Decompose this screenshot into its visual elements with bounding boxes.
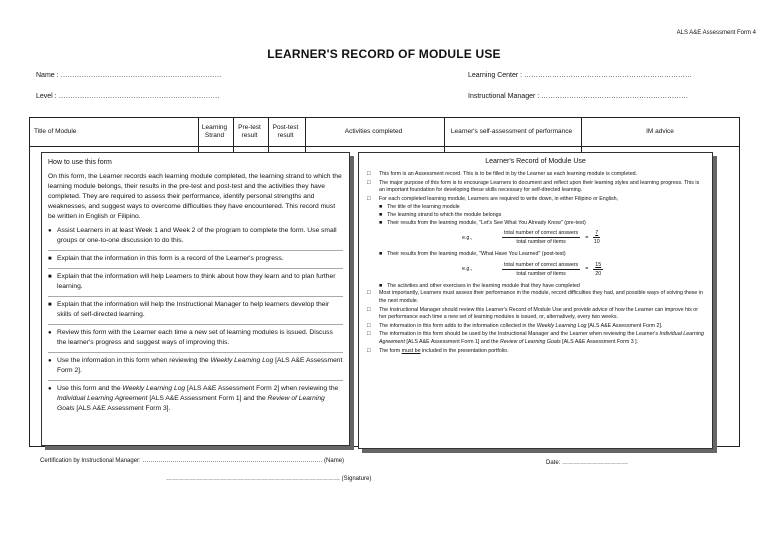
- learning-center-field[interactable]: [468, 72, 692, 79]
- list-item: ■ Explain that the information will help the Instructional Manager to help learners develop their skills of self-directed learning.: [48, 301, 330, 318]
- header-activities: Activities completed: [344, 128, 403, 135]
- instructional-manager-label: Instructional Manager :: [468, 93, 540, 100]
- level-field[interactable]: [36, 93, 220, 100]
- certification-line[interactable]: Certification by Instructional Manager: ……………………………………………………………………………… (Name): [40, 458, 345, 464]
- list-item: □ The form must be included in the presentation portfolio.: [367, 347, 509, 354]
- header-title-of-module: Title of Module: [34, 128, 77, 135]
- level-label: Level :: [36, 93, 57, 100]
- form-number: ALS A&E Assessment Form 4: [676, 30, 756, 36]
- list-item: □ For each completed learning module, Learners are required to write down, in either Filipino or English,: [367, 195, 619, 202]
- signature-line[interactable]: …………………………………………………………………………… (Signature): [166, 476, 372, 482]
- list-item: ■ Explain that the information will help Learners to think about how they learn and to plan further learning.: [48, 273, 336, 290]
- date-line[interactable]: Date: ……………………………: [546, 460, 629, 466]
- record-info-panel: [358, 152, 713, 449]
- header-learning-strand: Learning Strand: [201, 124, 228, 139]
- list-item: □ The information in this form should be used by the Instructional Manager and the Learner when reviewing the Learner's Individual Learning Agreement [ALS A&E Assessment Form 1] and the Review of Learning Goals [ALS A&E Assessment Form 3 ].: [367, 331, 704, 345]
- list-item: □ This form is an Assessment record. This is to be filled in by the Learner as each learning module is completed.: [367, 171, 638, 177]
- learning-center-label: Learning Center :: [468, 72, 523, 79]
- list-item: ■ Explain that the information in this form is a record of the Learner's progress.: [48, 255, 284, 262]
- how-to-intro: On this form, the Learner records each learning module completed, the learning strand to which the learning module belongs, their results in the pre-test and post-test and the activities they have completed. They are required to assess their performance, identify personal strengths and weaknesses, and suggest ways to overcome difficulties they have encountered. This record must be written in English or Filipino.: [48, 173, 342, 220]
- list-item: □ Most importantly, Learners must assess their performance in the module, record difficulties they had, and possible ways of solving these in the next module.: [367, 290, 703, 304]
- list-item: □ The Instructional Manager should review this Learner's Record of Module Use and provide advice of how the Learner can improve his or her performance each time a new set of learning modules is issued, or, alternatively, every two weeks.: [367, 306, 698, 321]
- instructional-manager-line: ………………………………………………………: [541, 93, 689, 100]
- header-self-assessment: Learner's self-assessment of performance: [450, 128, 573, 135]
- record-heading: Learner's Record of Module Use: [485, 158, 586, 165]
- list-item: □ The major purpose of this form is to encourage Learners to document and reflect upon their learning styles and learning progress. This is an important foundation for developing these skills necessary for self-directed learning.: [367, 179, 700, 194]
- sub-item: ■ Their results from the learning module, "Let's See What You Already Know" (pre-test): [379, 219, 586, 226]
- header-post-test: Post-test result: [272, 124, 299, 139]
- example-fraction-pretest: e.g., total number of correct answers total number of items = $\frac{7}{10}$: [462, 230, 600, 246]
- level-line: ……………………………………………………………: [58, 93, 220, 100]
- name-label: Name :: [36, 72, 59, 79]
- sub-item: ■ The title of the learning module: [379, 204, 460, 211]
- learning-center-line: ………………………………………………………………: [524, 72, 693, 79]
- sub-item: ■ The learning strand to which the module belongs: [379, 211, 502, 218]
- sub-item: ■ Their results from the learning module, "What Have You Learned" (post-test): [379, 251, 566, 258]
- sub-item: ■ The activities and other exercises in the learning module that they have completed: [379, 282, 580, 289]
- instructional-manager-field[interactable]: [468, 93, 688, 100]
- how-to-heading: How to use this form: [48, 159, 112, 166]
- list-item: ● Review this form with the Learner each time a new set of learning modules is issued. Discuss the learner's progress and suggest ways of improving this.: [48, 329, 333, 346]
- name-field[interactable]: [36, 72, 222, 79]
- list-item: ● Use this form and the Weekly Learning Log [ALS A&E Assessment Form 2] when reviewing the Individual Learning Agreement [ALS A&E Assessment Form 1] and the Review of Learning Goals [ALS A&E Assessment Form 3].: [48, 385, 339, 412]
- header-pre-test: Pre-test result: [238, 124, 261, 139]
- example-fraction-posttest: e.g., total number of correct answers total number of items = $\frac{15}{20}$: [462, 261, 602, 277]
- name-line: ……………………………………………………………: [60, 72, 222, 79]
- list-item: ● Use the information in this form when reviewing the Weekly Learning Log [ALS A&E Assessment Form 2].: [48, 357, 343, 374]
- how-to-use-panel: [41, 152, 350, 446]
- page-title: LEARNER'S RECORD OF MODULE USE: [267, 47, 501, 61]
- header-im-advice: IM advice: [646, 128, 674, 135]
- list-item: ● Assist Learners in at least Week 1 and Week 2 of the program to complete the form. Use small groups or one-to-one discussion to do this.: [48, 227, 337, 244]
- table-header: [29, 117, 740, 147]
- list-item: □ The information in this form adds to the information collected in the Weekly Learning Log [ALS A&E Assessment Form 2].: [367, 322, 663, 329]
